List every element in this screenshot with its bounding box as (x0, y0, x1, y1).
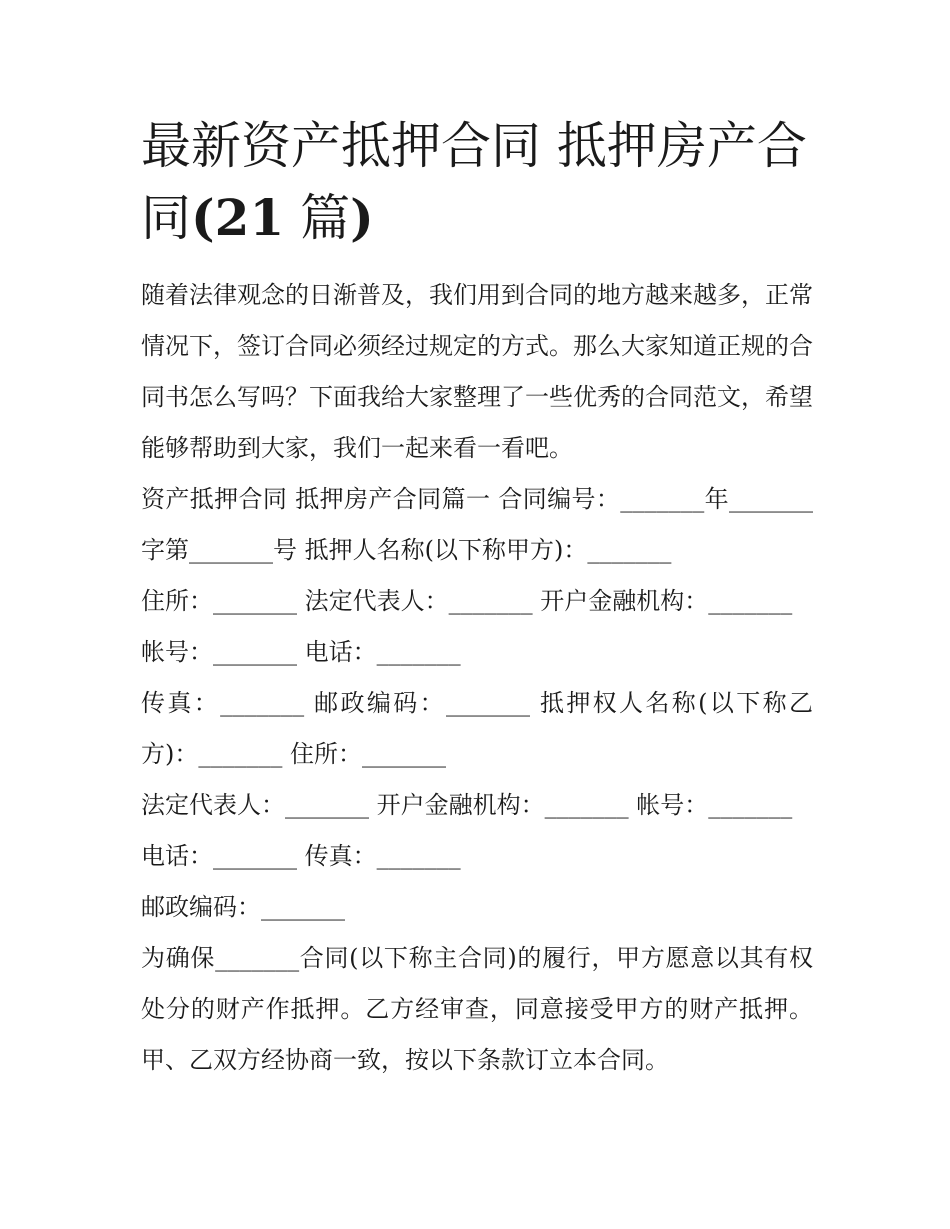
pledgor-address-line: 住所：_______ 法定代表人：_______ 开户金融机构：_______ (141, 587, 793, 615)
pledgor-account-line: 帐号：_______ 电话：_______ (141, 638, 461, 666)
pledgee-postcode-line: 邮政编码：_______ (141, 893, 345, 921)
title-line-2-prefix: 同 (141, 189, 191, 247)
title-line-2-number: (21 (191, 188, 285, 247)
title-line-2-unit: 篇 (284, 189, 351, 247)
document-body (141, 110, 813, 1086)
contract-header-paragraph: 资产抵押合同 抵押房产合同篇一 合同编号：_______年_______字第_______号 抵押人名称(以下称甲方)：_______ (141, 485, 813, 564)
contract-purpose-paragraph: 为确保_______合同(以下称主合同)的履行，甲方愿意以其有权处分的财产作抵押。乙方经审查，同意接受甲方的财产抵押。甲、乙双方经协商一致，按以下条款订立本合同。 (141, 944, 813, 1074)
pledgor-fax-and-pledgee-line: 传真：_______ 邮政编码：_______ 抵押权人名称(以下称乙方)：_______ 住所：_______ (141, 689, 813, 768)
document-title (141, 110, 813, 254)
intro-paragraph: 随着法律观念的日渐普及，我们用到合同的地方越来越多，正常情况下，签订合同必须经过规定的方式。那么大家知道正规的合同书怎么写吗？下面我给大家整理了一些优秀的合同范文，希望能够帮助到大家，我们一起来看一看吧。 (141, 281, 813, 462)
pledgee-representative-line: 法定代表人：_______ 开户金融机构：_______ 帐号：_______ (141, 791, 793, 819)
title-line-1: 最新资产抵押合同 抵押房产合 (141, 117, 807, 175)
pledgee-phone-line: 电话：_______ 传真：_______ (141, 842, 461, 870)
title-line-2-close: ) (350, 188, 374, 247)
